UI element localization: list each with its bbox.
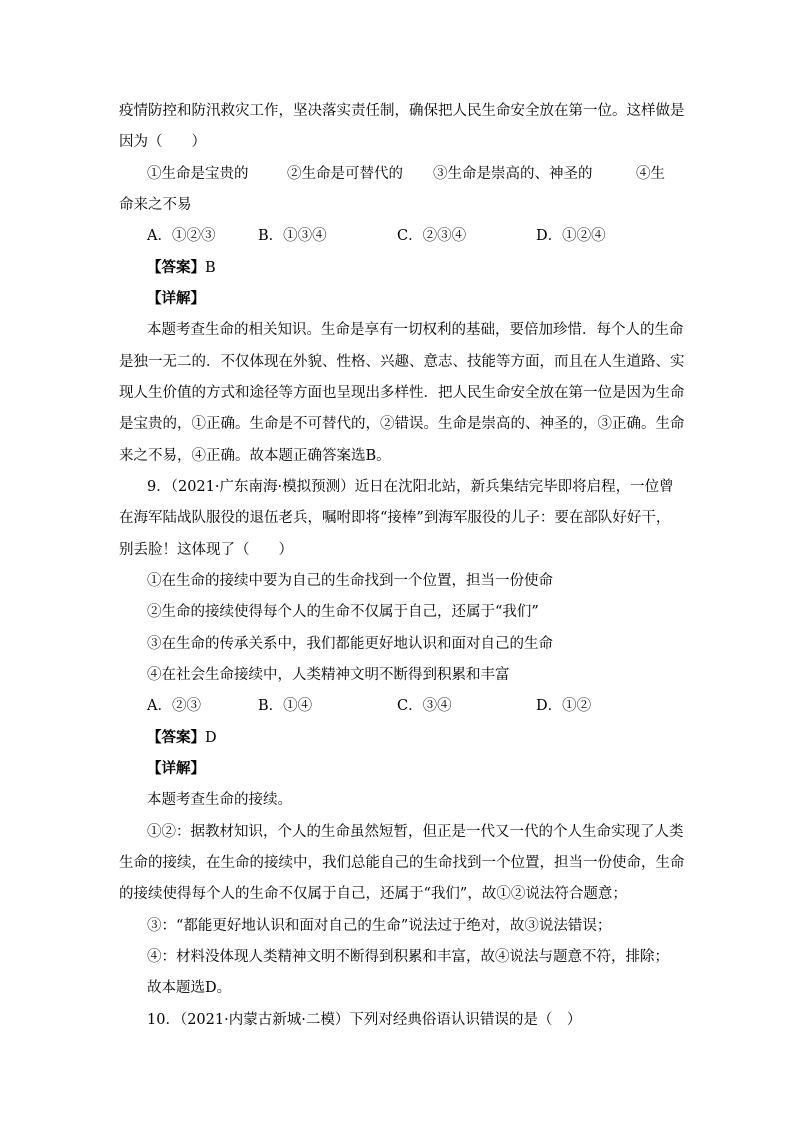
q9-explain-label: 【详解】 bbox=[147, 760, 205, 777]
q8-stem-line-1: 疫情防控和防汛救灾工作，坚决落实责任制，确保把人民生命安全放在第一位。这样做是 bbox=[119, 103, 685, 119]
q9-item-1: ①在生命的接续中要为自己的生命找到一个位置，担当一份使命 bbox=[147, 573, 553, 589]
q9-item-3: ③在生命的传承关系中，我们都能更好地认识和面对自己的生命 bbox=[147, 636, 553, 652]
q9-answer-value: D bbox=[205, 730, 217, 746]
q8-item-1: ①生命是宝贵的 bbox=[147, 166, 249, 182]
q8-item-4b: 命来之不易 bbox=[119, 197, 192, 213]
q8-option-b: B．①③④ bbox=[258, 228, 327, 244]
q9-explain-line: ①②：据教材知识，个人的生命虽然短暂，但正是一代又一代的个人生命实现了人类 bbox=[147, 824, 684, 840]
q8-explain-line: 现人生价值的方式和途径等方面也呈现出多样性．把人民生命安全放在第一位是因为生命 bbox=[119, 385, 685, 401]
q9-item-2: ②生命的接续使得每个人的生命不仅属于自己，还属于“我们” bbox=[147, 604, 539, 620]
q8-answer-label: 【答案】 bbox=[147, 259, 205, 276]
q9-item-4: ④在社会生命接续中，人类精神文明不断得到积累和丰富 bbox=[147, 667, 510, 683]
q9-explain-line: 生命的接续，在生命的接续中，我们总能自己的生命找到一个位置，担当一份使命，生命 bbox=[119, 855, 685, 871]
q9-answer-label: 【答案】 bbox=[147, 729, 205, 746]
q9-option-b: B．①④ bbox=[258, 698, 313, 714]
q9-stem-line: 9．（2021·广东南海·模拟预测）近日在沈阳北站，新兵集结完毕即将启程，一位曾 bbox=[147, 479, 674, 495]
q8-item-2: ②生命是可替代的 bbox=[287, 166, 403, 182]
q8-option-c: C．②③④ bbox=[397, 228, 467, 244]
q9-option-c: C．③④ bbox=[397, 698, 452, 714]
q8-explain-line: 来之不易，④正确。故本题正确答案选B。 bbox=[119, 448, 391, 464]
q10-stem: 10．（2021·内蒙古新城·二模）下列对经典俗语认识错误的是（ ） bbox=[147, 1012, 582, 1028]
q9-stem-line: 别丢脸！这体现了（ ） bbox=[119, 542, 293, 558]
q8-answer-value: B bbox=[205, 260, 216, 276]
q9-explain-intro: 本题考查生命的接续。 bbox=[147, 792, 292, 808]
q8-explain-line: 是独一无二的．不仅体现在外貌、性格、兴趣、意志、技能等方面，而且在人生道路、实 bbox=[119, 354, 685, 370]
q8-explain-line: 是宝贵的，①正确。生命是不可替代的，②错误。生命是崇高的、神圣的，③正确。生命 bbox=[119, 416, 685, 432]
q9-explain-3: ③：“都能更好地认识和面对自己的生命”说法过于绝对，故③说法错误； bbox=[147, 918, 612, 934]
q8-option-a: A．①②③ bbox=[147, 228, 216, 244]
q8-explain-label: 【详解】 bbox=[147, 290, 205, 307]
q8-explain-line: 本题考查生命的相关知识。生命是享有一切权利的基础，要倍加珍惜．每个人的生命 bbox=[147, 322, 684, 338]
q9-option-a: A．②③ bbox=[147, 698, 201, 714]
q8-item-3: ③生命是崇高的、神圣的 bbox=[433, 166, 593, 182]
q8-stem-line-2: 因为（ ） bbox=[119, 134, 206, 150]
q8-item-4a: ④生 bbox=[636, 166, 665, 182]
q9-stem-line: 在海军陆战队服役的退伍老兵，嘱咐即将“接棒”到海军服役的儿子：要在部队好好干， bbox=[119, 510, 671, 526]
q8-option-d: D．①②④ bbox=[536, 228, 606, 244]
q9-explain-4: ④：材料没体现人类精神文明不断得到积累和丰富，故④说法与题意不符，排除； bbox=[147, 949, 669, 965]
q9-explain-end: 故本题选D。 bbox=[147, 980, 232, 996]
q9-explain-line: 的接续使得每个人的生命不仅属于自己，还属于“我们”，故①②说法符合题意； bbox=[119, 886, 627, 902]
q8-answer bbox=[147, 258, 216, 278]
q9-option-d: D．①② bbox=[536, 698, 592, 714]
q9-answer bbox=[147, 728, 217, 748]
